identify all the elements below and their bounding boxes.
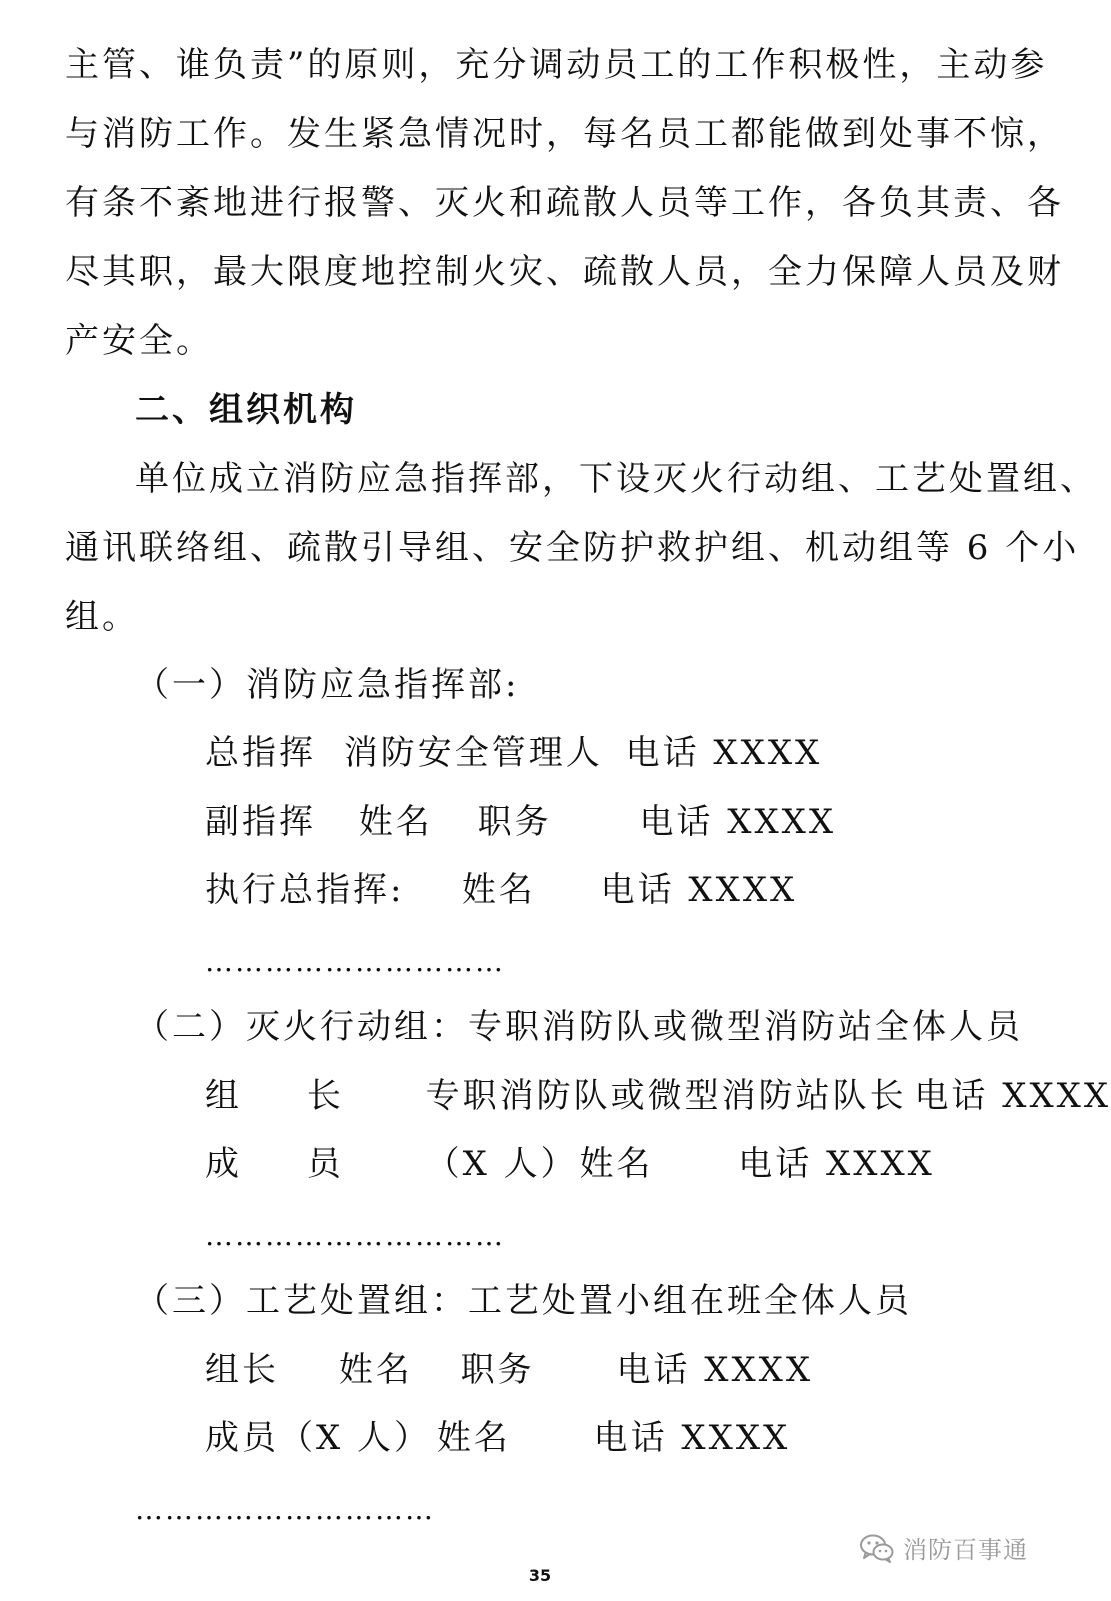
- roster-row: [205, 1350, 813, 1390]
- roster-phone: 电话 XXXX: [639, 802, 837, 842]
- paragraph-line: 尽其职，最大限度地控制火灾、疏散人员，全力保障人员及财: [65, 252, 1064, 292]
- roster-role: 成: [205, 1144, 242, 1184]
- group-title: （二）灭火行动组：专职消防队或微型消防站全体人员: [135, 1007, 1023, 1047]
- group-title: （一）消防应急指挥部:: [135, 665, 520, 705]
- roster-role: 副指挥: [205, 802, 316, 842]
- roster-role: 员: [306, 1144, 344, 1184]
- roster-position: 职务: [477, 802, 552, 842]
- watermark: [859, 1530, 1028, 1565]
- roster-count: （X 人）: [425, 1144, 578, 1184]
- roster-position: 职务: [460, 1350, 535, 1390]
- roster-phone: 电话 XXXX: [625, 733, 823, 773]
- group-title: （三）工艺处置组：工艺处置小组在班全体人员: [135, 1281, 912, 1321]
- roster-phone: 电话 XXXX: [914, 1076, 1111, 1116]
- roster-role: 组: [205, 1076, 242, 1116]
- roster-row: [205, 1144, 935, 1184]
- roster-role: 执行总指挥:: [205, 870, 405, 910]
- ellipsis: …………………………: [135, 1493, 435, 1526]
- roster-name: 姓名: [358, 802, 433, 842]
- paragraph-line: 有条不紊地进行报警、灭火和疏散人员等工作，各负其责、各: [65, 183, 1064, 223]
- roster-name: 姓名: [461, 870, 536, 910]
- paragraph-line: 与消防工作。发生紧急情况时，每名员工都能做到处事不惊，: [65, 114, 1064, 154]
- roster-role: 成员（X 人）: [205, 1418, 432, 1458]
- roster-name: 姓名: [579, 1144, 654, 1184]
- watermark-text: 消防百事通: [903, 1536, 1028, 1564]
- paragraph-line: 主管、谁负责”的原则，充分调动员工的工作积极性，主动参: [65, 45, 1048, 85]
- roster-row: [205, 870, 797, 910]
- roster-role: 长: [306, 1076, 344, 1116]
- roster-name: 姓名: [436, 1418, 511, 1458]
- wechat-icon: [859, 1533, 895, 1563]
- roster-phone: 电话 XXXX: [600, 870, 798, 910]
- roster-phone: 电话 XXXX: [593, 1418, 791, 1458]
- paragraph-line: 产安全。: [65, 321, 213, 361]
- section-heading: 二、组织机构: [135, 390, 357, 430]
- roster-row: [205, 733, 822, 773]
- roster-row: [205, 1418, 790, 1458]
- roster-phone: 电话 XXXX: [616, 1350, 814, 1390]
- roster-name: 专职消防队或微型消防站队长: [425, 1076, 907, 1116]
- paragraph-line: 单位成立消防应急指挥部，下设灭火行动组、工艺处置组、: [135, 459, 1097, 499]
- roster-row: [205, 802, 836, 842]
- paragraph-line: 组。: [65, 597, 139, 637]
- roster-phone: 电话 XXXX: [738, 1144, 935, 1184]
- paragraph-line: 通讯联络组、疏散引导组、安全防护救护组、机动组等 6 个小: [65, 528, 1080, 568]
- page-number: 35: [528, 1566, 552, 1585]
- roster-row: [205, 1076, 1111, 1116]
- ellipsis: …………………………: [205, 945, 505, 978]
- roster-name: 消防安全管理人: [343, 733, 603, 773]
- ellipsis: …………………………: [205, 1219, 505, 1252]
- roster-role: 总指挥: [205, 733, 316, 773]
- roster-role: 组长: [205, 1350, 279, 1390]
- roster-name: 姓名: [338, 1350, 413, 1390]
